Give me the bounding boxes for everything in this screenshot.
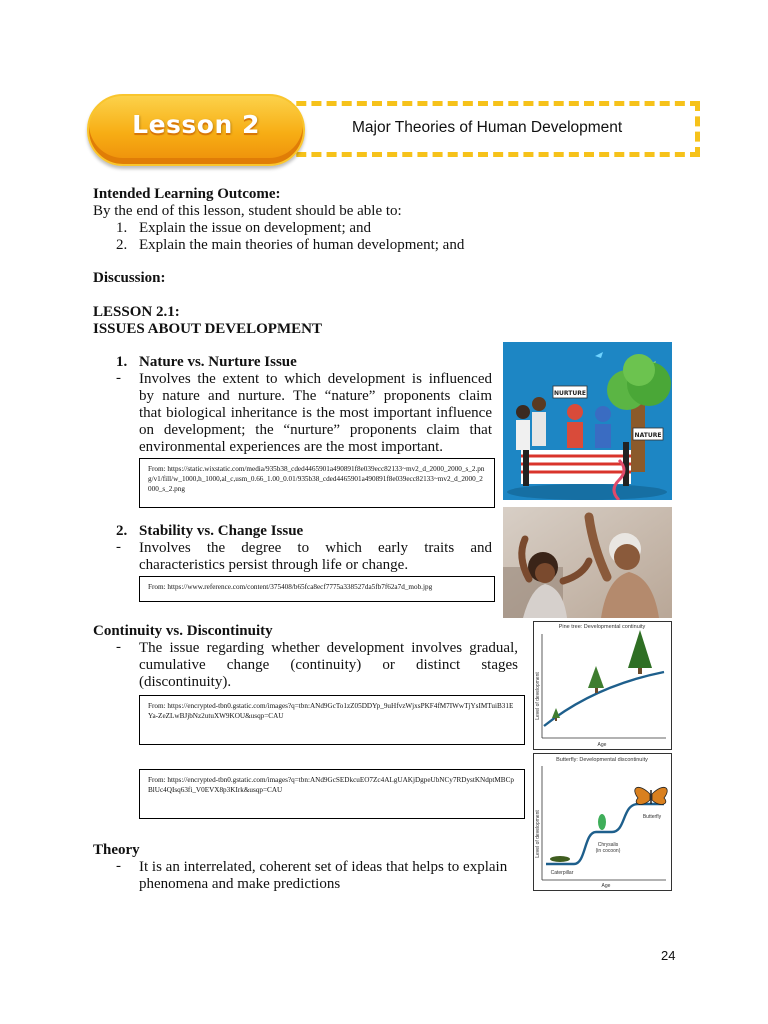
- nature-source-box: From: https://static.wixstatic.com/media/935b38_cded4465901a490891f8e039ecc82133~mv2_d_2000_2000_s_2.png/v1/fill/w_1000,h_1000,al_c,usm_0.66_1.00_0.01/935b38_cded4465901a490891f8e039ecc82133~mv2_d_2000_2000_s_2.png: [139, 458, 495, 508]
- lesson-subtitle: Major Theories of Human Development: [352, 119, 623, 136]
- lesson-section-title: ISSUES ABOUT DEVELOPMENT: [93, 321, 322, 337]
- nurture-sign: NURTURE: [554, 390, 586, 397]
- pine-tree-icon: [534, 622, 671, 749]
- page-number: 24: [661, 948, 676, 963]
- lesson-section-number: LESSON 2.1:: [93, 304, 180, 320]
- discussion-heading: Discussion:: [93, 270, 166, 286]
- outcome-item-text: Explain the main theories of human development; and: [139, 237, 465, 253]
- stability-heading: Stability vs. Change Issue: [139, 523, 304, 539]
- theory-heading: Theory: [93, 842, 140, 858]
- continuity-bullet: -: [116, 639, 121, 655]
- outcome-item-number: 2.: [116, 237, 128, 253]
- chrysalis-label: Chrysalis: [597, 842, 619, 848]
- caterpillar-label: Caterpillar: [550, 870, 574, 876]
- nature-number: 1.: [116, 354, 128, 370]
- chrysalis-sublabel: (in cocoon): [595, 848, 621, 854]
- nature-nurture-image: [503, 342, 672, 500]
- theory-bullet: -: [116, 858, 121, 874]
- figure1-title: Pine tree: Developmental continuity: [558, 624, 646, 630]
- theory-line: phenomena and make predictions: [139, 876, 341, 892]
- stability-bullet: -: [116, 539, 121, 555]
- nature-line: environmental experiences are the most important.: [139, 439, 444, 455]
- stability-number: 2.: [116, 523, 128, 539]
- nature-line: Involves the extent to which development is influenced: [139, 371, 492, 387]
- continuity-line: The issue regarding whether development involves gradual,: [139, 640, 518, 656]
- butterfly-label: Butterfly: [642, 814, 662, 820]
- lesson-label: Lesson 2: [132, 110, 260, 139]
- nature-nurture-illustration: [503, 342, 672, 500]
- outcome-item-number: 1.: [116, 220, 128, 236]
- grandmother-child-photo: [503, 507, 672, 618]
- nature-line: by nature and nurture. The “nature” proponents claim: [139, 388, 492, 404]
- outcome-intro: By the end of this lesson, student should be able to:: [93, 203, 402, 219]
- outcome-heading: Intended Learning Outcome:: [93, 186, 281, 202]
- stability-line: characteristics persist through life or change.: [139, 557, 409, 573]
- nature-bullet: -: [116, 370, 121, 386]
- discontinuity-figure: [533, 753, 672, 891]
- figure2-title: Butterfly: Developmental discontinuity: [556, 757, 648, 763]
- stability-source-box: From: https://www.reference.com/content/375408/b65fca8ecf7775a338527da5fb7f62a7d_mob.jpg: [139, 576, 495, 602]
- figure2-xlabel: Age: [601, 883, 611, 889]
- nature-line: on development; the “nurture” proponents claim that: [139, 422, 492, 438]
- butterfly-icon: [534, 754, 671, 890]
- stability-line: Involves the degree to which early traits and: [139, 540, 492, 556]
- figure2-ylabel: Level of development: [535, 810, 541, 858]
- continuity-line: (discontinuity).: [139, 674, 232, 690]
- lesson-badge: [87, 94, 305, 166]
- theory-line: It is an interrelated, coherent set of ideas that helps to explain: [139, 859, 508, 875]
- nature-line: that biological inheritance is the most important influence: [139, 405, 492, 421]
- figure1-xlabel: Age: [597, 742, 607, 748]
- figure1-ylabel: Level of development: [535, 672, 541, 720]
- nature-sign: NATURE: [634, 432, 662, 439]
- discontinuity-source-box: From: https://encrypted-tbn0.gstatic.com/images?q=tbn:ANd9GcSEDkcuEO7Zc4ALgUAKjDgpeUbNCy7RDystKNdptMBCpBlUc4QIsq63fi_V0EVX8p3KIrk&usqp=CAU: [139, 769, 525, 819]
- continuity-source-box: From: https://encrypted-tbn0.gstatic.com/images?q=tbn:ANd9GcTo1zZ05DDYp_9uHfvzWjxsPKF4fM7IWwTjYsIMTuiB31EYa-ZeZLwBJjbNz2utuXW9KOU&usqp=CAU: [139, 695, 525, 745]
- stability-photo: [503, 507, 672, 618]
- continuity-figure: [533, 621, 672, 750]
- outcome-item-text: Explain the issue on development; and: [139, 220, 372, 236]
- continuity-heading: Continuity vs. Discontinuity: [93, 623, 273, 639]
- nature-heading: Nature vs. Nurture Issue: [139, 354, 297, 370]
- continuity-line: cumulative change (continuity) or distinct stages: [139, 657, 518, 673]
